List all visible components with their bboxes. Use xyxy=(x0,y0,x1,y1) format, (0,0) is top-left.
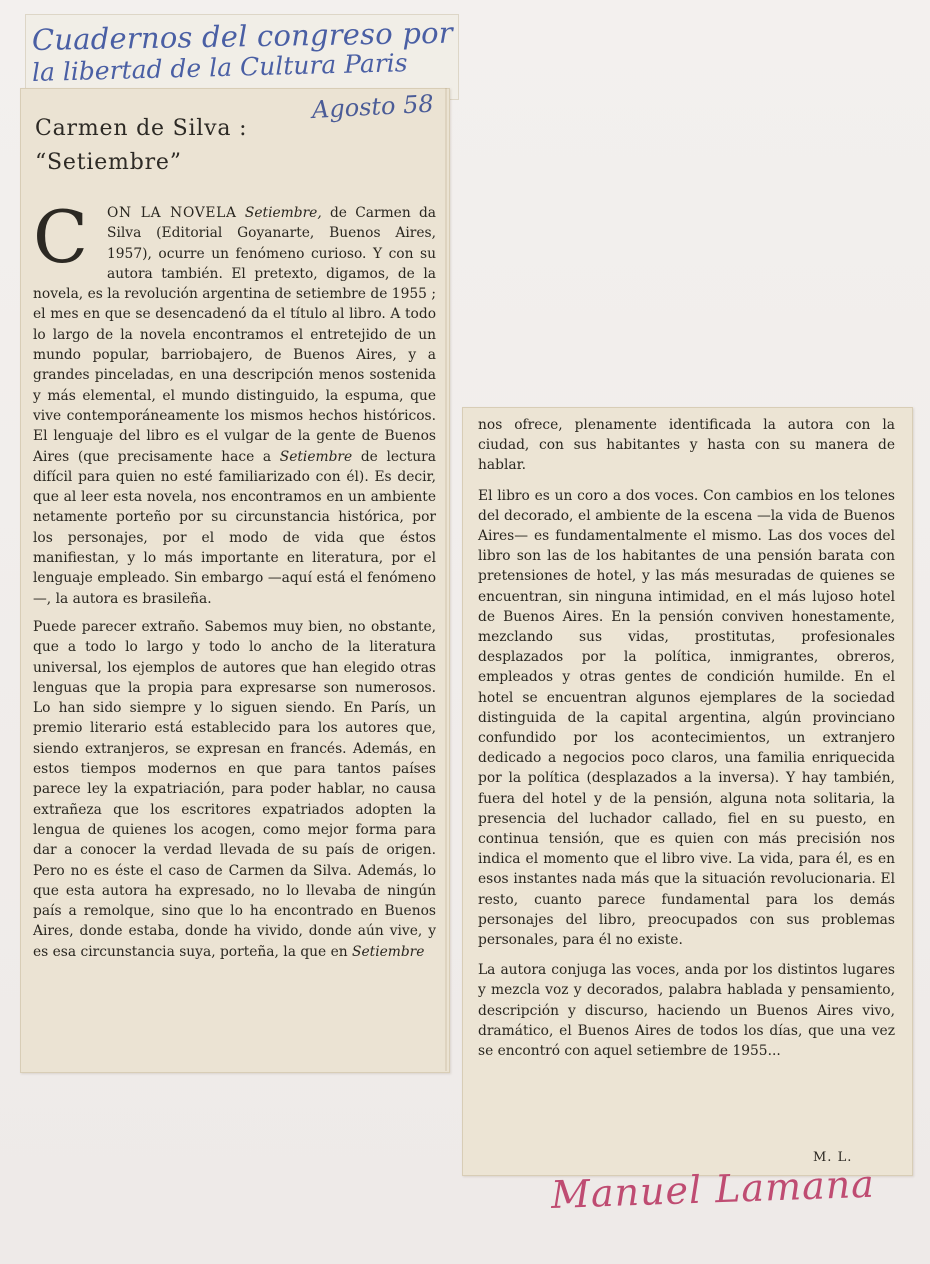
article-right-column xyxy=(478,415,895,1071)
drop-cap: C xyxy=(33,195,89,279)
paragraph-1-text: de Carmen da Silva (Editorial Goyanarte, Buenos Aires, 1957), ocurre un fenómeno curioso. Y con su autora también. El pretexto, digamos, de la novela, es la revolución argentina de setiembre de 1955 ; el mes en que se desencadenó da el título al libro. A todo lo largo de la novela encontramos el entretejido de un mundo popular, barriobajero, de Buenos Aires, y a grandes pinceladas, en una descripción menos sostenida y más elemental, el mundo distinguido, la espuma, que vive contemporáneamente los mismos hechos históricos. El lenguaje del libro es el vulgar de la gente de Buenos Aires (que precisamente hace a xyxy=(33,205,436,465)
opening-small-caps: ON LA NOVELA xyxy=(107,205,237,221)
article-title xyxy=(35,112,415,180)
handwritten-signature: Manuel Lamana xyxy=(550,1161,876,1217)
paragraph-1-ending: de lectura difícil para quien no esté familiarizado con él). Es decir, que al leer esta novela, nos encontramos en un ambiente netamente porteño por su circunstancia histórica, por los personajes, por el modo de vida que éstos manifiestan, y lo más importante en literatura, por el lenguaje empleado. Sin embargo —aquí está el fenómeno—, la autora es brasileña. xyxy=(33,448,436,607)
title-line-2: “Setiembre” xyxy=(35,150,182,175)
paragraph-2 xyxy=(33,617,436,962)
handwritten-date: Agosto 58 xyxy=(311,89,435,124)
paragraph-2-text: Puede parecer extraño. Sabemos muy bien, no obstante, que a todo lo largo y todo lo ancho de la literatura universal, los ejemplos de autores que han elegido otras lenguas que la propia para expresarse son numerosos. Lo han sido siempre y lo siguen siendo. En París, un premio literario está establecido para los autores que, siendo extranjeros, se expresan en francés. Además, en estos tiempos modernos en que para tantos países parece ley la expatriación, para poder hablar, no causa extrañeza que los escritores expatriados adopten la lengua de quienes los acogen, como mejor forma para dar a conocer la verdad llevada de su país de origen. Pero no es éste el caso de Carmen da Silva. Además, lo que esta autora ha expresado, no lo llevaba de ningún país a remolque, sino que lo ha encontrado en Buenos Aires, donde estaba, donde ha vivido, donde aún vive, y es esa circunstancia suya, porteña, la que en xyxy=(33,618,436,960)
handwritten-note-line-1: Cuadernos del congreso por xyxy=(31,15,454,57)
author-initials: M. L. xyxy=(813,1150,853,1165)
book-title-reference: Setiembre xyxy=(279,448,353,465)
clipping-edge-shadow xyxy=(445,88,447,1071)
book-title-reference: Setiembre xyxy=(352,943,425,960)
handwritten-note-line-2: la libertad de la Cultura Paris xyxy=(31,48,408,87)
book-title-reference: Setiembre, xyxy=(244,205,322,221)
article-left-column xyxy=(33,195,436,972)
paragraph-1 xyxy=(33,195,436,609)
paragraph-5: La autora conjuga las voces, anda por los distintos lugares y mezcla voz y decorados, palabra hablada y pensamiento, descripción y discurso, haciendo un Buenos Aires vivo, dramático, el Buenos Aires de todos los días, que una vez se encontró con aquel setiembre de 1955... xyxy=(478,962,895,1060)
paragraph-4: El libro es un coro a dos voces. Con cambios en los telones del decorado, el ambiente de la escena —la vida de Buenos Aires— es fundamentalmente el mismo. Las dos voces del libro son las de los habitantes de una pensión barata con pretensiones de hotel, y las más mesuradas de quienes se encuentran, sin ninguna intimidad, en el más lujoso hotel de Buenos Aires. En la pensión conviven honestamente, mezclando sus vidas, prostitutas, profesionales desplazados por la política, inmigrantes, obreros, empleados y otras gentes de condición humilde. En el hotel se encuentran algunos ejemplares de la sociedad distinguida de la capital argentina, algún provinciano confundido por los acontecimientos, un extranjero dedicado a negocios poco claros, una familia enriquecida por la política (desplazados a la inversa). Y hay también, fuera del hotel y de la pensión, alguna nota solitaria, la presencia del luchador callado, fiel en su puesto, en continua tensión, que es quien con más precisión nos indica el momento que el libro vive. La vida, para él, es en esos instantes nada más que la situación revolucionaria. El resto, cuanto parece fundamental para los demás personajes del libro, preocupados con sus problemas personales, para él no existe. xyxy=(478,487,895,949)
title-line-1: Carmen de Silva : xyxy=(35,116,248,141)
paragraph-3: nos ofrece, plenamente identificada la autora con la ciudad, con sus habitantes y hasta con su manera de hablar. xyxy=(478,417,895,474)
